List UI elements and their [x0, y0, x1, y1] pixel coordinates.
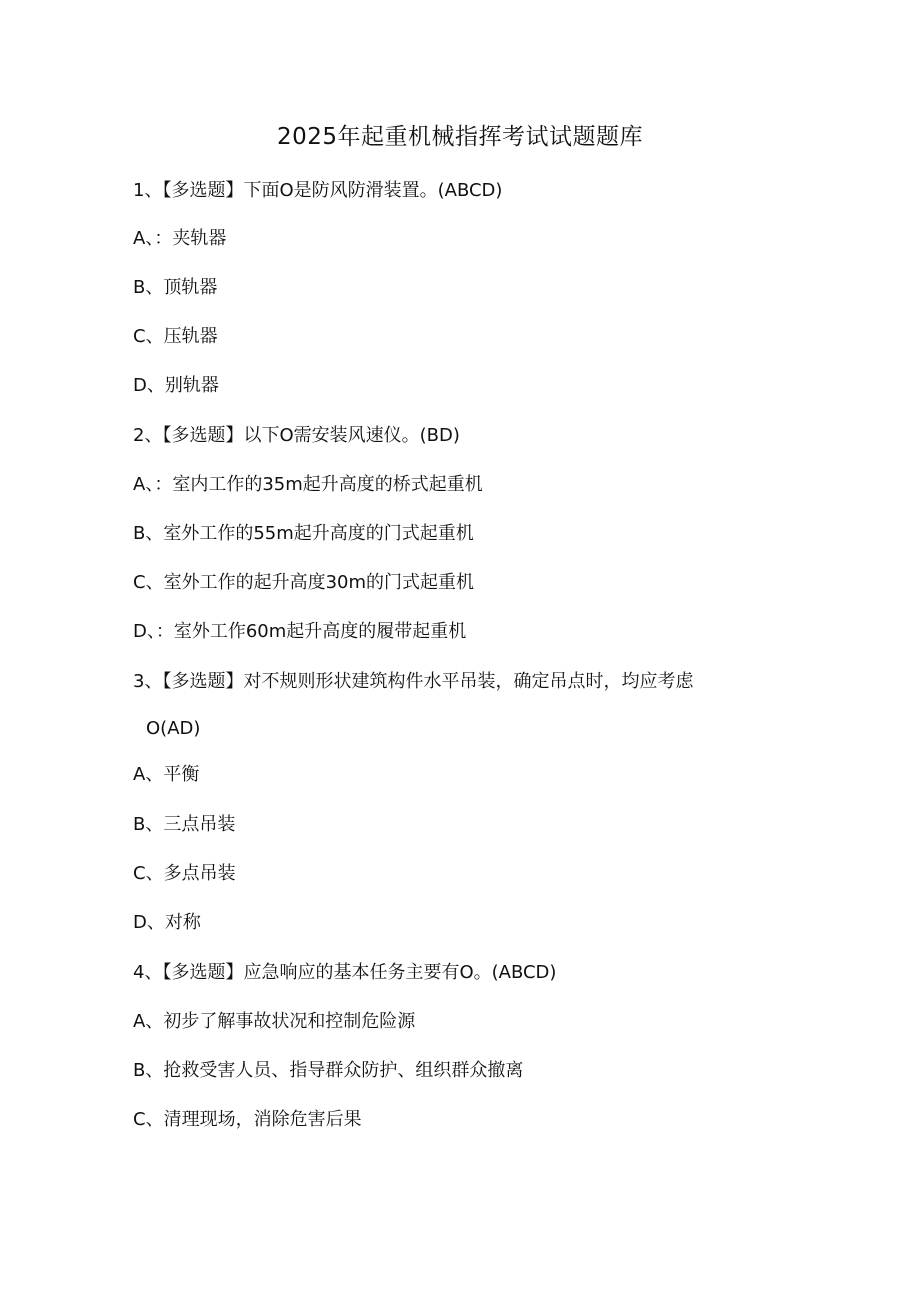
question-4-stem: 4、【多选题】应急响应的基本任务主要有O。(ABCD) [133, 962, 557, 983]
question-3-option-a: A、平衡 [133, 764, 200, 785]
question-4-option-c: C、清理现场，消除危害后果 [133, 1109, 362, 1130]
question-3-stem-continuation: O(AD) [146, 718, 201, 739]
question-3-stem: 3、【多选题】对不规则形状建筑构件水平吊装，确定吊点时，均应考虑 [133, 671, 694, 692]
question-1-option-c: C、压轨器 [133, 326, 218, 347]
question-4-option-b: B、抢救受害人员、指导群众防护、组织群众撤离 [133, 1060, 524, 1081]
document-title: 2025年起重机械指挥考试试题题库 [276, 124, 644, 150]
question-1-option-d: D、别轨器 [133, 375, 219, 396]
question-2-stem: 2、【多选题】以下O需安装风速仪。(BD) [133, 425, 460, 446]
question-2-option-a: A、：室内工作的35m起升高度的桥式起重机 [133, 474, 483, 495]
question-3-option-c: C、多点吊装 [133, 863, 236, 884]
question-3-option-d: D、对称 [133, 912, 201, 933]
question-2-option-c: C、室外工作的起升高度30m的门式起重机 [133, 572, 475, 593]
question-1-stem: 1、【多选题】下面O是防风防滑装置。(ABCD) [133, 180, 503, 201]
question-2-option-d: D、：室外工作60m起升高度的履带起重机 [133, 621, 467, 642]
question-1-option-b: B、顶轨器 [133, 277, 218, 298]
question-2-option-b: B、室外工作的55m起升高度的门式起重机 [133, 523, 474, 544]
question-3-option-b: B、三点吊装 [133, 814, 236, 835]
question-4-option-a: A、初步了解事故状况和控制危险源 [133, 1011, 416, 1032]
question-1-option-a: A、：夹轨器 [133, 228, 227, 249]
